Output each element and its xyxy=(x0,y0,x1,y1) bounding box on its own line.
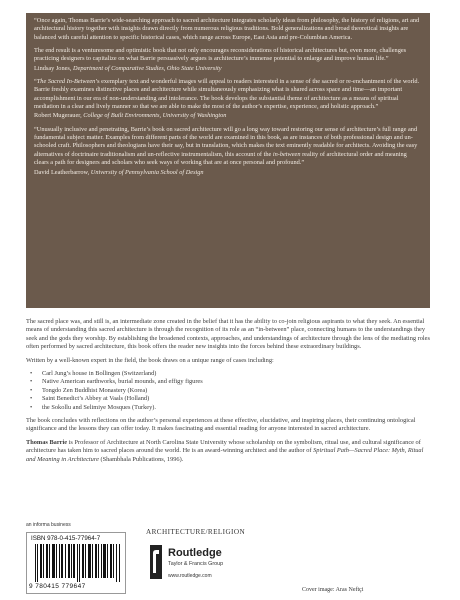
description xyxy=(26,318,432,469)
author-book-title: Spiritual Path—Sacred Place: Myth, Ritual and Meaning in Architecture xyxy=(26,447,424,463)
description-paragraph-2: Written by a well-known expert in the field, the book draws on a unique range of cases including: xyxy=(26,356,274,364)
case-list-item: • Tongdo Zen Buddhist Monastery (Korea) xyxy=(40,387,432,395)
praise-quote-3: “Unusually inclusive and penetrating, Barrie’s book on sacred architecture will go a long way toward restoring our sense of architecture’s full range and fundamental subject matter. Examples from different parts of the world are examined in this book, as are instances of both professional design and un-schooled craft. Philosophers and theologians have their say, but in translation, which makes the text eminently readable for architects. Avoiding the easy alternatives of doctrinaire traditionalism and un-reflective instrumentalism, this account of the in-between reality of architectural order and meaning clears a path for designers and scholars who seek ways of working that are at once personal and profound.” xyxy=(34,125,418,167)
isbn-label: ISBN 978-0-415-77964-7 xyxy=(31,535,101,542)
isbn-digits: 9 780415 779647 xyxy=(29,583,86,590)
barcode-bars xyxy=(35,544,121,582)
barcode xyxy=(26,532,126,594)
praise-attribution-3: David Leatherbarrow, University of Pennsylvania School of Design xyxy=(34,168,204,176)
praise-quote-2: “The Sacred In-Between’s exemplary text and wonderful images will appeal to readers interested in a sense of the sacred or re-enchantment of the world. Barrie freshly examines distinctive places and architecture while simultaneously emphasizing what is shared across space and time—an important accomplishment in our era of non-understanding and intolerance. The book develops the substantial theme of architecture as a means of spiritual mediation in a clear and lively manner so that we are able to make the most of the author’s expertise, experience, and holistic approach.” xyxy=(34,78,420,111)
case-list xyxy=(26,370,432,412)
subject-category: ARCHITECTURE/RELIGION xyxy=(146,528,246,536)
case-list-item: • Carl Jung’s house in Bollingen (Switzerland) xyxy=(40,370,432,378)
description-paragraph-3: The book concludes with reflections on the author’s personal experiences at these effective, elucidative, and inspiring places, their continuing ontological significance and the lessons they can offer today. It makes fascinating and essential reading for anyone interested in sacred architecture. xyxy=(26,417,416,433)
praise-attribution-2: Robert Mugerauer, College of Built Environments, University of Washington xyxy=(34,112,227,120)
publisher-name: Routledge xyxy=(168,547,222,559)
informa-label: an informa business xyxy=(26,522,71,528)
publisher-group: Taylor & Francis Group xyxy=(168,561,224,567)
routledge-logo-icon xyxy=(148,545,164,579)
praise-attribution-1: Lindsay Jones, Department of Comparative Studies, Ohio State University xyxy=(34,64,222,72)
cover-footer xyxy=(0,520,460,600)
praise-quote-1: “Once again, Thomas Barrie’s wide-searching approach to sacred architecture integrates scholarly ideas from philosophy, the history of religions, art and architectural history together with insights drawn directly from numerous religious traditions. Bold generalizations and broad theoretical insights are balanced with careful attention to specific historical cases, which range across Europe, East Asia and pre-Columbian America. xyxy=(34,17,420,41)
praise-box xyxy=(26,13,430,308)
case-list-item: • Saint Benedict’s Abbey at Vaals (Holland) xyxy=(40,395,432,403)
author-bio: Thomas Barrie is Professor of Architecture at North Carolina State University whose scholarship on the symbolism, ritual use, and cultural significance of architecture has taken him to sacred places around the world. He is an award-winning architect and the author of Spiritual Path—Sacred Place: Myth, Ritual and Meaning in Architecture (Shambhala Publications, 1996). xyxy=(26,438,424,463)
case-list-item: • Native American earthworks, burial mounds, and effigy figures xyxy=(40,378,432,386)
author-name: Thomas Barrie xyxy=(26,438,68,446)
publisher-logo-block xyxy=(148,545,288,585)
publisher-url: www.routledge.com xyxy=(168,573,212,579)
case-list-item: • the Sokollu and Selimiye Mosques (Turkey). xyxy=(40,404,432,412)
description-paragraph-1: The sacred place was, and still is, an intermediate zone created in the belief that it has the ability to co-join religious aspirants to what they seek. An essential means of understanding this sacred architecture is through the recognition of its role as an “in-between” place, connecting humans to the understandings they seek and the gods they worship. By establishing the broadened contexts, approaches, and understandings of architecture through the lens of the mediating roles often performed by sacred architecture, this book offers the reader new insights into the forces behind these extraordinary buildings. xyxy=(26,318,430,351)
cover-image-credit: Cover image: Aras Neftçi xyxy=(302,587,364,593)
praise-quote-1b: The end result is a venturesome and optimistic book that not only encourages reconsiderations of historical architectures but, even more, challenges practicing designers to capitalize on what Barrie persuasively argues is architecture’s immense potential to enlarge and improve human life.” xyxy=(34,47,407,63)
